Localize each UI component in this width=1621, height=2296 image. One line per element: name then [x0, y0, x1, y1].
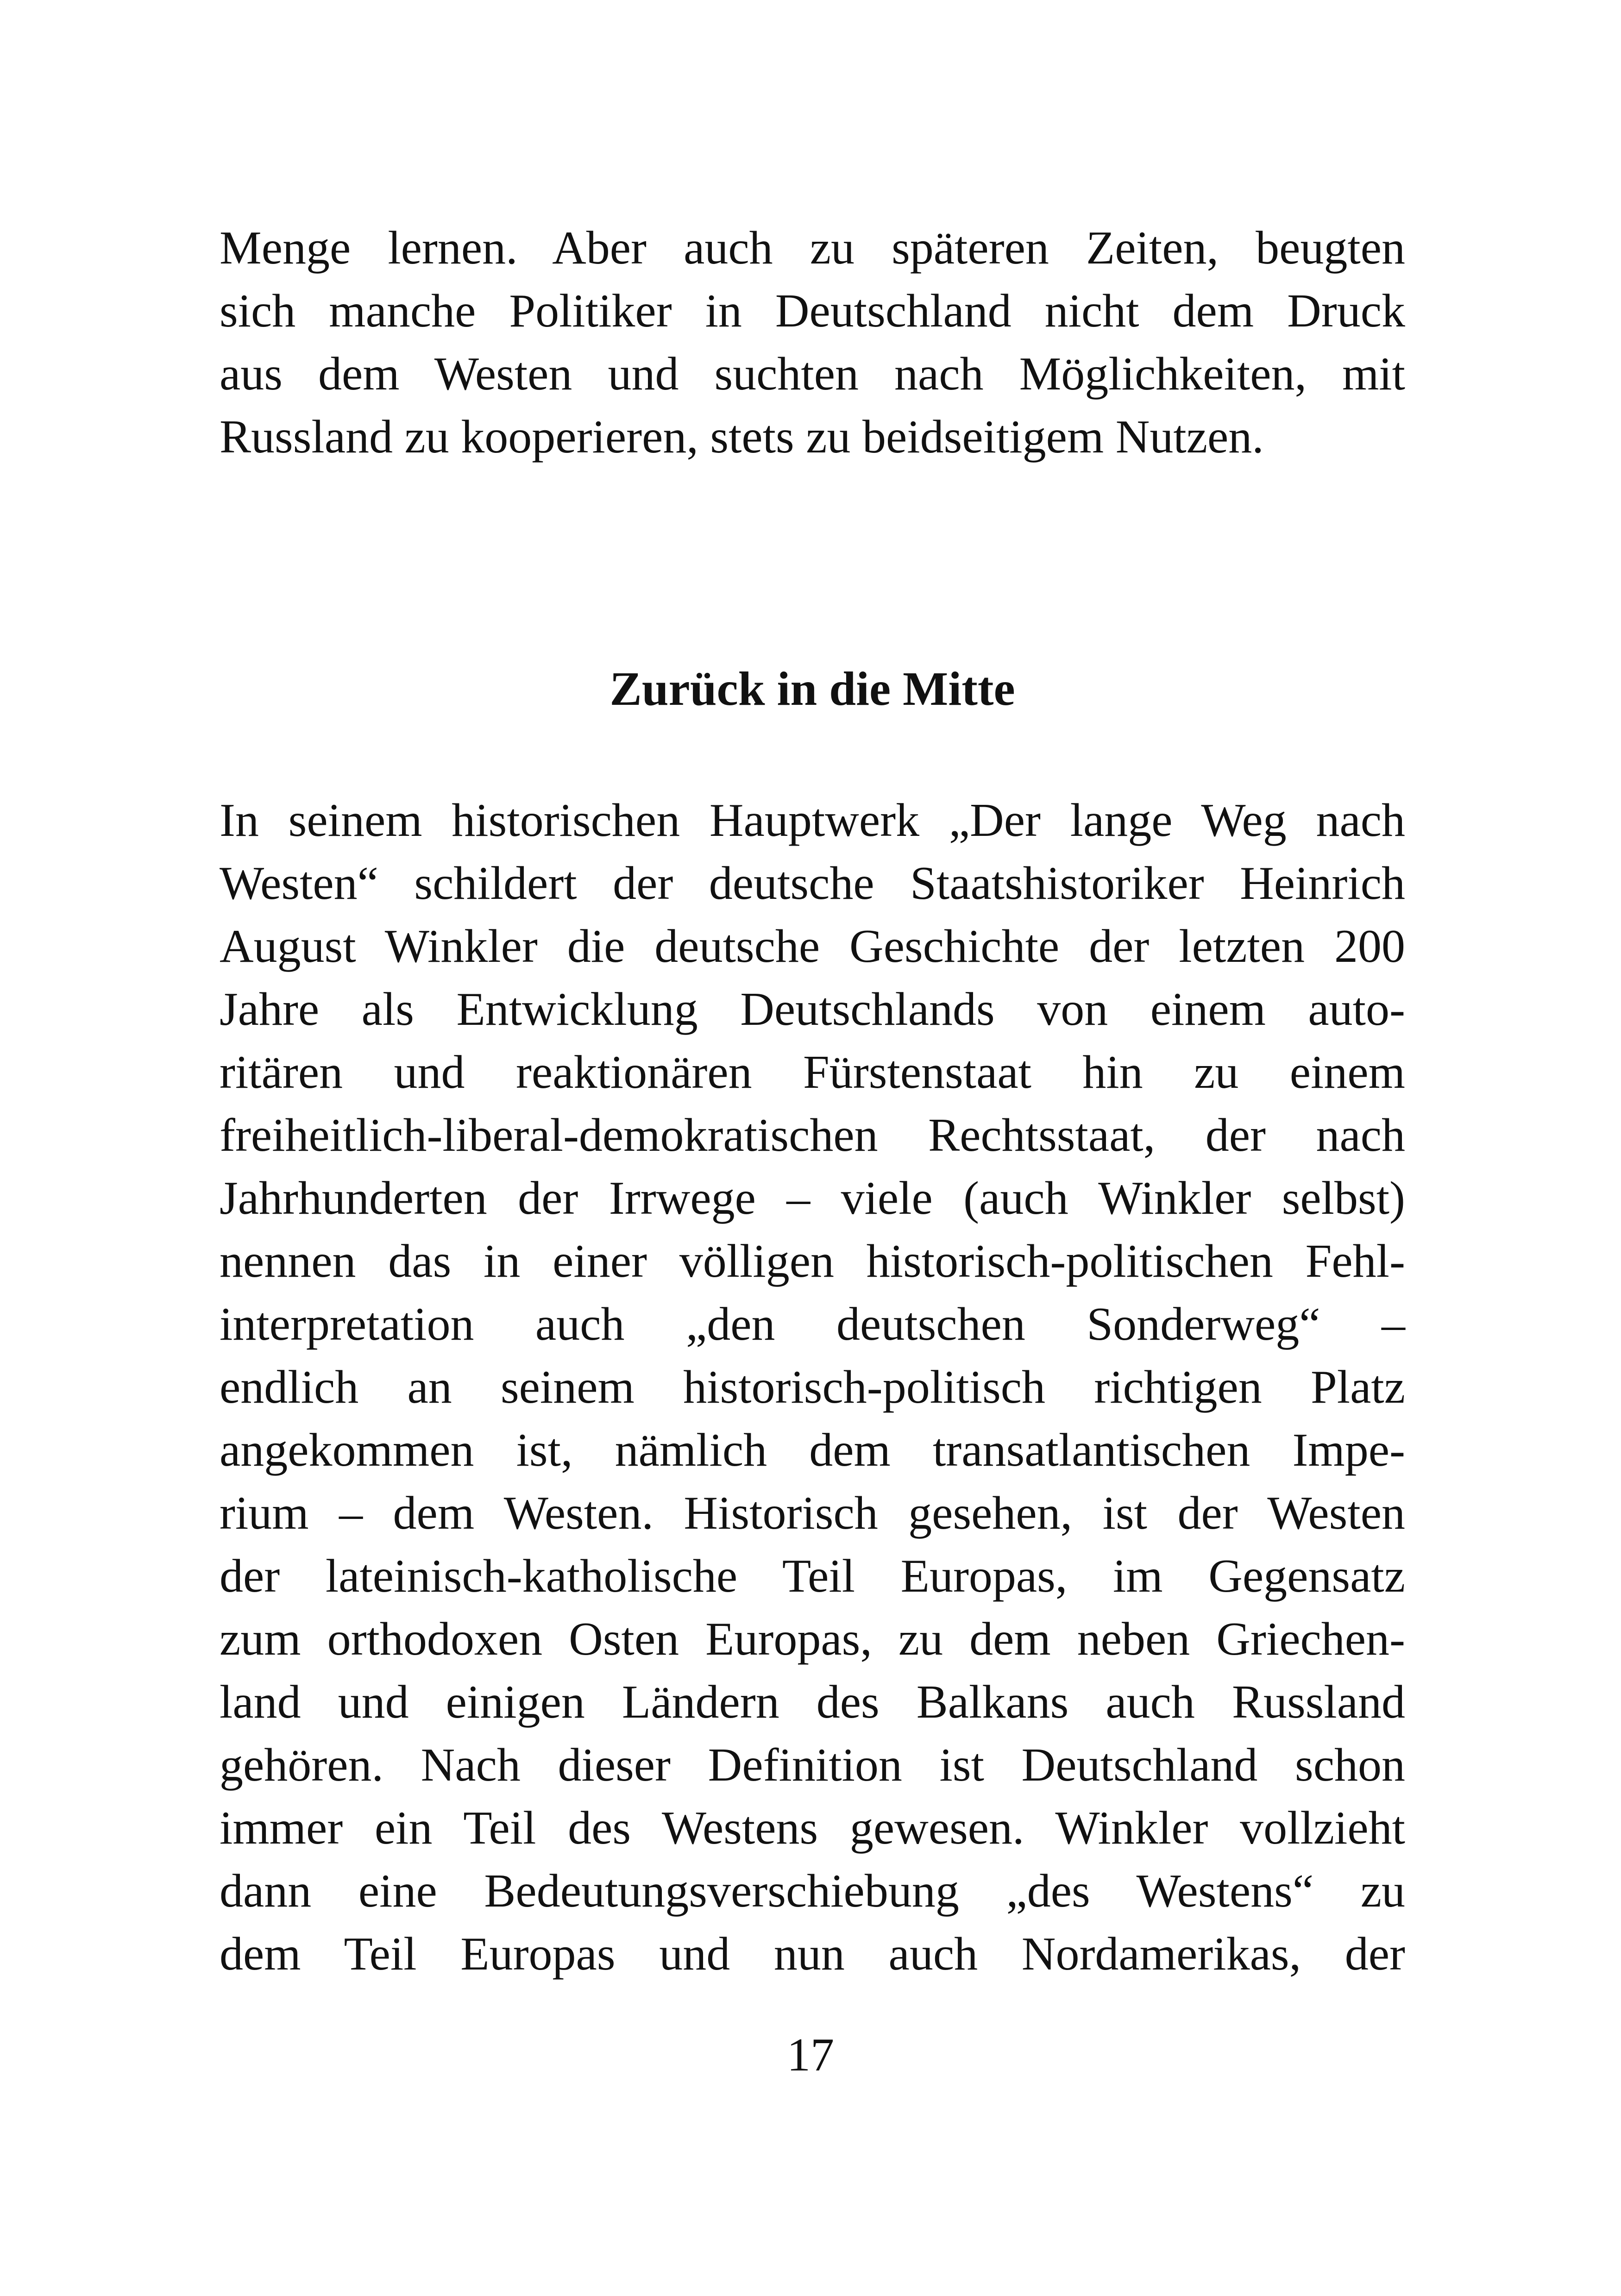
- text-line: Russland zu kooperieren, stets zu beidseitigem Nutzen.: [220, 411, 1264, 463]
- text-line: nennen das in einer völligen historisch-politischen Fehl-: [220, 1235, 1405, 1287]
- text-line: Jahrhunderten der Irrwege – viele (auch Winkler selbst): [220, 1172, 1405, 1224]
- text-line: gehören. Nach dieser Definition ist Deutschland schon: [220, 1739, 1405, 1791]
- section-heading: Zurück in die Mitte: [609, 662, 1015, 715]
- text-line: dann eine Bedeutungsverschiebung „des Westens“ zu: [220, 1865, 1405, 1917]
- text-line: interpretation auch „den deutschen Sonderweg“ –: [220, 1298, 1405, 1350]
- text-line: August Winkler die deutsche Geschichte der letzten 200: [220, 920, 1405, 972]
- text-line: rium – dem Westen. Historisch gesehen, ist der Westen: [220, 1487, 1405, 1539]
- text-line: In seinem historischen Hauptwerk „Der lange Weg nach: [220, 794, 1405, 847]
- text-line: immer ein Teil des Westens gewesen. Winkler vollzieht: [220, 1802, 1405, 1854]
- text-line: zum orthodoxen Osten Europas, zu dem neben Griechen-: [220, 1613, 1405, 1665]
- text-line: sich manche Politiker in Deutschland nicht dem Druck: [220, 285, 1405, 337]
- text-line: freiheitlich-liberal-demokratischen Rechtsstaat, der nach: [220, 1109, 1405, 1161]
- text-line: angekommen ist, nämlich dem transatlantischen Impe-: [220, 1424, 1405, 1476]
- text-line: Jahre als Entwicklung Deutschlands von einem auto-: [220, 983, 1405, 1035]
- text-line: der lateinisch-katholische Teil Europas, im Gegensatz: [220, 1550, 1405, 1602]
- text-line: aus dem Westen und suchten nach Möglichkeiten, mit: [220, 348, 1405, 400]
- text-line: dem Teil Europas und nun auch Nordamerikas, der: [220, 1928, 1405, 1980]
- text-line: endlich an seinem historisch-politisch richtigen Platz: [220, 1361, 1405, 1413]
- text-line: ritären und reaktionären Fürstenstaat hin zu einem: [220, 1046, 1405, 1098]
- text-line: Menge lernen. Aber auch zu späteren Zeiten, beugten: [220, 222, 1405, 274]
- page-number: 17: [787, 2029, 834, 2081]
- text-line: Westen“ schildert der deutsche Staatshistoriker Heinrich: [220, 857, 1405, 910]
- paragraph-main: [220, 789, 1405, 1986]
- text-line: land und einigen Ländern des Balkans auch Russland: [220, 1676, 1405, 1728]
- paragraph-continuation: [220, 217, 1405, 469]
